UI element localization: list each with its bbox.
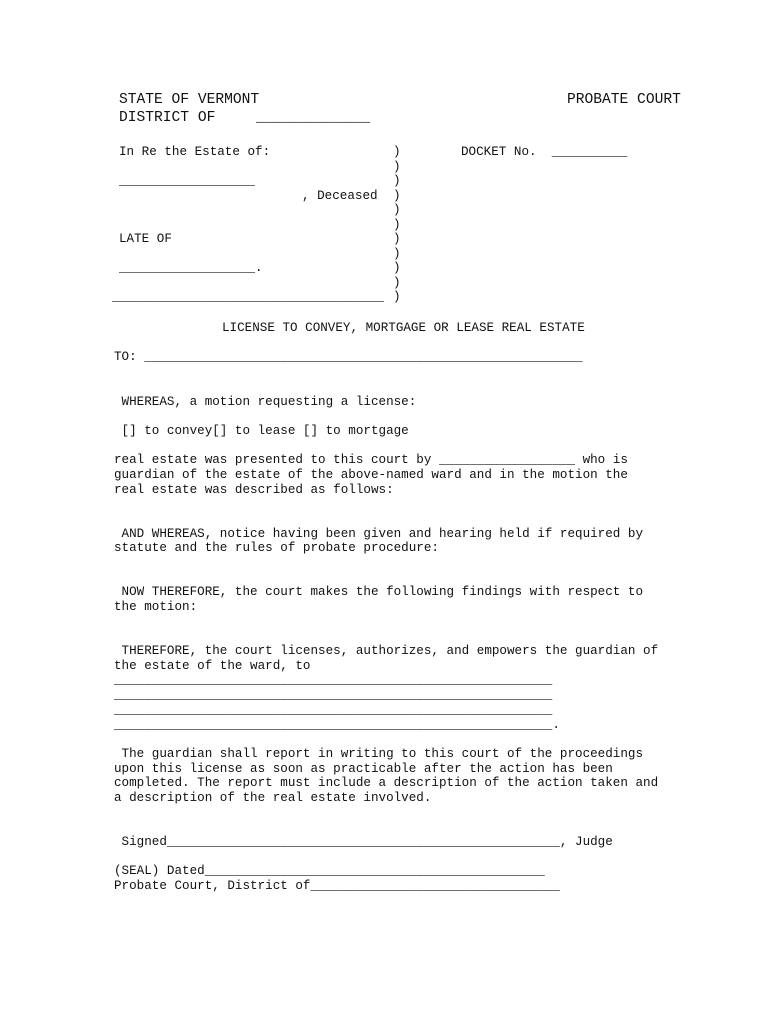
deceased-label: , Deceased — [302, 189, 378, 203]
caption-bottom-rule: ____________________________________ — [112, 290, 385, 304]
to-field[interactable]: TO: __________________________________________________________ — [114, 350, 583, 364]
and-whereas-text: AND WHEREAS, notice having been given and hearing held if required by — [114, 527, 644, 541]
blank-line[interactable]: __________________________________________________________. — [114, 718, 560, 732]
presented-text: guardian of the estate of the above-named ward and in the motion the — [114, 468, 628, 482]
caption-paren: ) — [393, 145, 401, 159]
district-blank[interactable]: _____________ — [256, 110, 370, 126]
in-re-label: In Re the Estate of: — [119, 145, 271, 159]
report-text: a description of the real estate involved. — [114, 791, 432, 805]
license-type-options[interactable]: [] to convey[] to lease [] to mortgage — [114, 424, 409, 438]
state-heading: STATE OF VERMONT — [119, 92, 260, 108]
district-label: DISTRICT OF — [119, 110, 216, 126]
late-of-blank[interactable]: __________________. — [119, 261, 263, 275]
court-heading: PROBATE COURT — [567, 92, 681, 108]
blank-line[interactable]: __________________________________________________________ — [114, 703, 553, 717]
caption-paren: ) — [393, 174, 401, 188]
whereas-text: WHEREAS, a motion requesting a license: — [114, 395, 417, 409]
caption-paren: ) — [393, 189, 401, 203]
now-therefore-text: the motion: — [114, 600, 198, 614]
report-text: upon this license as soon as practicable after the action has been — [114, 762, 613, 776]
presented-text: real estate was described as follows: — [114, 483, 394, 497]
therefore-text: THEREFORE, the court licenses, authorizes, and empowers the guardian of — [114, 644, 659, 658]
caption-paren: ) — [393, 276, 401, 290]
probate-district-field[interactable]: Probate Court, District of_________________________________ — [114, 879, 560, 893]
report-text: The guardian shall report in writing to this court of the proceedings — [114, 747, 644, 761]
dated-field[interactable]: (SEAL) Dated_____________________________________________ — [114, 864, 545, 878]
caption-paren: ) — [393, 261, 401, 275]
now-therefore-text: NOW THEREFORE, the court makes the following findings with respect to — [114, 585, 644, 599]
and-whereas-text: statute and the rules of probate procedure: — [114, 541, 439, 555]
caption-paren: ) — [393, 290, 401, 304]
therefore-text: the estate of the ward, to — [114, 659, 311, 673]
blank-line[interactable]: __________________________________________________________ — [114, 673, 553, 687]
caption-paren: ) — [393, 218, 401, 232]
docket-number-field[interactable]: DOCKET No. __________ — [461, 145, 628, 159]
decedent-name-blank[interactable]: __________________ — [119, 174, 256, 188]
caption-paren: ) — [393, 160, 401, 174]
late-of-label: LATE OF — [119, 232, 172, 246]
caption-paren: ) — [393, 232, 401, 246]
report-text: completed. The report must include a description of the action taken and — [114, 776, 659, 790]
presented-text: real estate was presented to this court by __________________ who is — [114, 453, 628, 467]
judge-signature-field[interactable]: Signed____________________________________________________, Judge — [114, 835, 613, 849]
caption-paren: ) — [393, 203, 401, 217]
document-title: LICENSE TO CONVEY, MORTGAGE OR LEASE REAL ESTATE — [222, 321, 585, 335]
blank-line[interactable]: __________________________________________________________ — [114, 688, 553, 702]
caption-paren: ) — [393, 247, 401, 261]
